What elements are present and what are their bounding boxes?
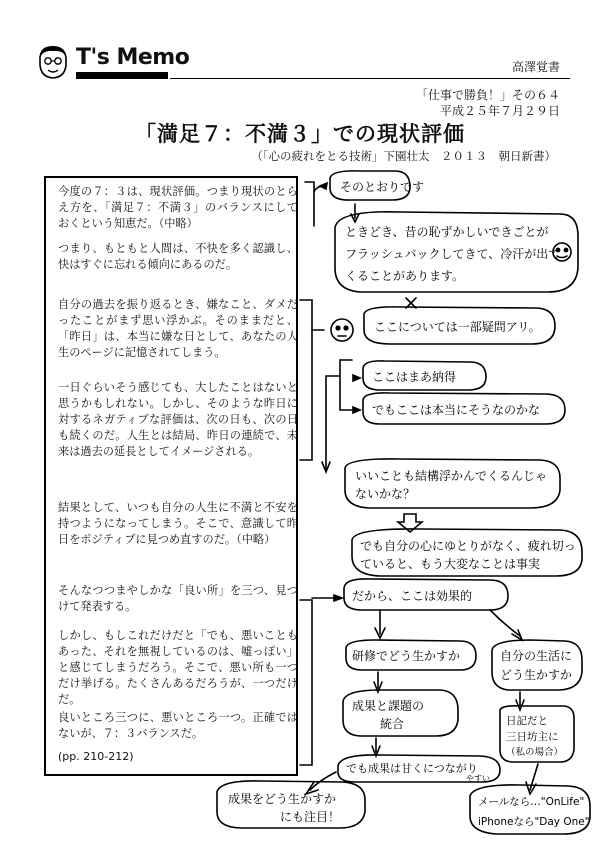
note-text: 自分の生活に [500, 649, 573, 663]
bracket-line [305, 182, 314, 226]
quote-paragraph: しかし、もしこれだけだと「でも、悪いこともあった、それを無視しているのは、嘘っぽい」と感じてしまうだろう。そこで、悪い所も一つだけ挙げる。たくさんあるだろうが、一つだけだ。 [58, 629, 298, 706]
note-text: でも自分の心にゆとりがなく、疲れ切っ [360, 539, 576, 553]
note-text: ここについては一部疑問アリ。 [374, 320, 541, 334]
note-text: メールなら…"OnLife" [478, 796, 585, 808]
note-text: 研修でどう生かすか [352, 649, 461, 663]
logo-text: T's Memo [76, 45, 190, 70]
note-text: にも注目！ [280, 810, 341, 824]
note-text: でも成果は甘くにつながり [346, 762, 478, 775]
date-label: 平成２５年７月２９日 [439, 104, 560, 118]
quote-paragraph: 今度の７：３は、現状評価。つまり現状のとらえ方を、「満足７：不満３」のバランスにしておくという知恵だ。（中略） [58, 185, 298, 230]
quote-paragraph: 一日ぐらいそう感じても、大したことはないと思うかもしれない。しかし、そのような昨日に対するネガティブな評価は、次の日も、次の日も続くのだ。人生とは結局、昨日の連続で、未来は過去の延長としてイメージされる。 [58, 381, 298, 458]
quote-paragraph: 良いところ三つに、悪いところ一つ。正確ではないが、７：３バランスだ。 [58, 711, 298, 740]
note-text: 三日坊主に [506, 731, 559, 743]
arrow-head [320, 183, 327, 189]
note-text: 日記だと [506, 715, 548, 727]
page-title: 「満足７：不満３」での現状評価 [135, 122, 465, 146]
note-text: そのとおりです [340, 180, 425, 194]
author-label: 高澤覚書 [511, 60, 560, 74]
note-text: 成果と課題の [352, 699, 425, 713]
source-citation: （「心の疲れをとる技術」下園壮太 ２０１３ 朝日新書） [251, 149, 556, 163]
note-text: だから、ここは効果的 [352, 589, 473, 603]
note-text: やすい [466, 774, 490, 783]
note-text: 統合 [380, 717, 405, 731]
note-text: ここはまあ納得 [372, 370, 457, 384]
note-text: 成果をどう生かすか [228, 792, 337, 806]
bracket-line [300, 300, 312, 460]
note-text: くることがあります。 [345, 269, 465, 283]
series-label: 「仕事で勝負！」その６４ [415, 88, 560, 102]
quote-paragraph: 結果として、いつも自分の人生に不満と不安を持つようになってしまう。そこで、意識して昨日をポジティブに見つめ直すのだ。（中略） [58, 501, 298, 546]
note-text: でもここは本当にそうなのかな [372, 403, 541, 417]
bracket-line [300, 600, 312, 765]
note-text: ときどき、昔の恥ずかしいできごとが [345, 225, 549, 239]
note-text: いいことも結構浮かんでくるんじゃ [355, 469, 548, 483]
quote-paragraph: 自分の過去を振り返るとき、嫌なこと、ダメだったことがまず思い浮かぶ。そのままだと、「昨日」は、本当に嫌な日として、あなたの人生のページに記憶されてしまう。 [58, 298, 298, 359]
note-text: （私の場合） [506, 747, 564, 758]
note-text: ていると、もう大変なことは事実 [360, 557, 541, 571]
note-text: フラッシュバックしてきて、冷汗が出て [345, 247, 561, 261]
question-face-icon [331, 319, 353, 341]
note-text: iPhoneなら"Day One" [478, 816, 590, 828]
note-text: ないかな？ [355, 487, 416, 501]
note-text: どう生かすか [500, 668, 573, 682]
bracket-line [340, 360, 352, 410]
quote-paragraph: つまり、もともと人間は、不快を多く認識し、快はすぐに忘れる傾向にあるのだ。 [58, 242, 298, 271]
page-reference: (pp. 210-212) [58, 750, 134, 763]
quote-paragraph: そんなつつまやしかな「良い所」を三つ、見つけて発表する。 [58, 584, 298, 613]
bubble-outline [492, 640, 582, 690]
